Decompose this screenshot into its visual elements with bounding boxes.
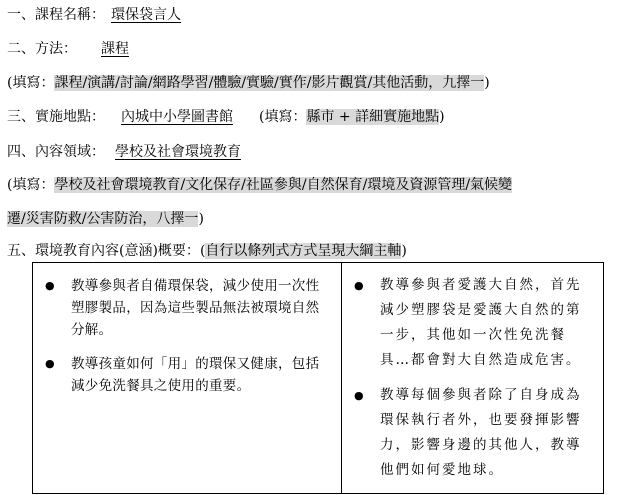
method-row [7,39,155,59]
content-table-row [33,263,604,494]
location-row [7,107,445,127]
overview-note-prefix: ( [199,243,206,259]
location-label: 三、實施地點： [7,109,105,125]
domain-label: 四、內容領域： [7,144,105,160]
content-table [32,262,604,494]
location-note-suffix: ) [439,109,445,125]
domain-note-line1: 學校及社會環境教育/文化保存/社區參與/自然保育/環境及資源管理/氣候變 [54,177,513,193]
bullet-text: 教導參與者愛護大自然，首先減少塑膠袋是愛護大自然的第一步，其他如一次性免洗餐具…都會對大自然造成危害。 [380,277,582,368]
bullet-icon: ● [354,279,366,292]
location-note-prefix: (填寫： [259,109,307,125]
course-label: 一、課程名稱： [7,7,105,23]
domain-note-row2 [7,209,204,229]
overview-note-text: 自行以條列式方式呈現大綱主軸 [205,243,402,259]
overview-label: 五、環境教育內容(意涵)概要： [7,243,200,259]
list-item [350,273,595,373]
list-item [350,383,595,483]
method-note-prefix: (填寫： [7,75,55,91]
method-label: 二、方法： [7,41,77,57]
bullet-text: 教導參與者自備環保袋，減少使用一次性塑膠製品，因為這些製品無法被環境自然分解。 [71,278,320,338]
domain-value: 學校及社會環境教育 [115,144,241,160]
location-note-text: 縣市 + 詳細實施地點 [306,109,440,125]
domain-note-row1 [7,175,512,195]
course-name-value: 環保袋言人 [111,7,181,23]
overview-row [7,241,407,261]
method-note-row [7,73,490,93]
domain-note-suffix: ) [198,211,204,227]
bullet-icon: ● [45,357,55,370]
method-note-options: 課程/演講/討論/網路學習/體驗/實驗/實作/影片觀賞/其他活動，九擇一 [54,75,485,91]
bullet-text: 教導孩童如何「用」的環保又健康，包括減少免洗餐具之使用的重要。 [71,356,320,394]
domain-note-line2: 遷/災害防救/公害防治，八擇一 [7,211,199,227]
location-value: 內城中小學圖書館 [121,109,233,125]
left-column [33,263,342,494]
right-column [342,263,604,494]
domain-note-prefix: (填寫： [7,177,55,193]
bullet-icon: ● [354,389,366,402]
bullet-icon: ● [45,279,55,292]
method-note-suffix: ) [484,75,490,91]
domain-row [7,142,259,162]
course-row [7,5,241,25]
bullet-text: 教導每個參與者除了自身成為環保執行者外，也要發揮影響力，影響身邊的其他人，教導他們如何愛地球。 [380,387,582,478]
overview-note-suffix: ) [401,243,407,259]
method-value: 課程 [101,41,129,57]
list-item [41,275,333,341]
list-item [41,353,333,397]
